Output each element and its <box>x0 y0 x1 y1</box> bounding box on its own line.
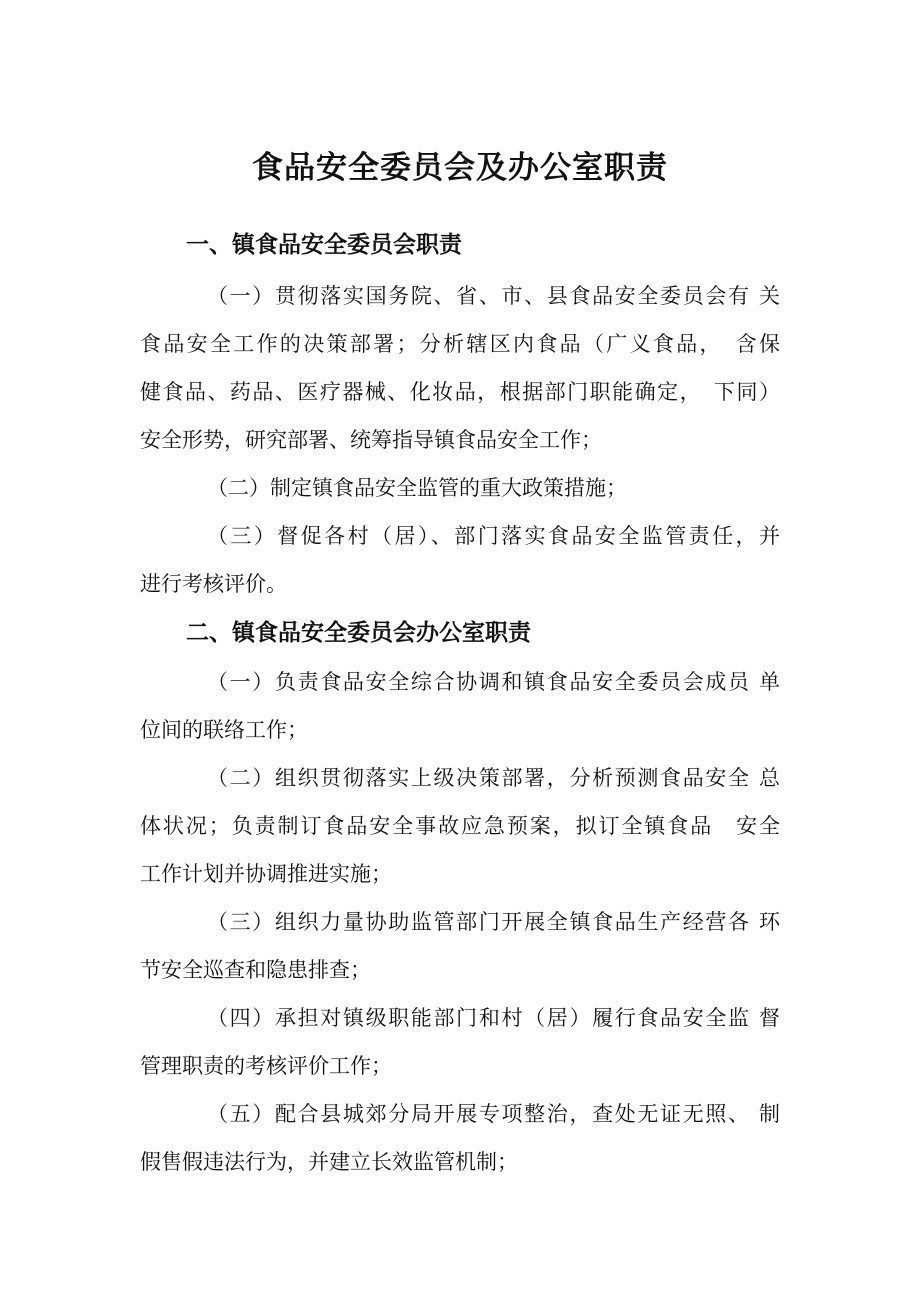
section-1-line-6: （三）督促各村（居）、部门落实食品安全监管责任，并 <box>207 524 780 548</box>
section-1-heading: 一、镇食品安全委员会职责 <box>186 232 462 258</box>
section-2-line-6: （三）组织力量协助监管部门开展全镇食品生产经营各 环 <box>207 910 780 934</box>
section-2-line-9: 管理职责的考核评价工作； <box>140 1054 392 1078</box>
section-2-line-10: （五）配合县城郊分局开展专项整治，查处无证无照、 制 <box>207 1102 780 1126</box>
section-2-line-1: （一）负责食品安全综合协调和镇食品安全委员会成员 单 <box>207 670 780 694</box>
section-1-line-1: （一）贯彻落实国务院、省、市、县食品安全委员会有 关 <box>207 284 780 308</box>
section-2-line-11: 假售假违法行为，并建立长效监管机制； <box>140 1150 518 1174</box>
document-title: 食品安全委员会及办公室职责 <box>252 150 668 186</box>
section-2-line-2: 位间的联络工作； <box>140 718 308 742</box>
section-2-line-3: （二）组织贯彻落实上级决策部署，分析预测食品安全 总 <box>207 766 780 790</box>
section-1-line-7: 进行考核评价。 <box>140 572 287 596</box>
section-2-line-5: 工作计划并协调推进实施； <box>140 862 392 886</box>
section-1-line-5: （二）制定镇食品安全监管的重大政策措施； <box>207 476 627 500</box>
section-1-line-2: 食品安全工作的决策部署；分析辖区内食品（广义食品， 含保 <box>140 332 780 356</box>
section-2-heading: 二、镇食品安全委员会办公室职责 <box>186 620 531 646</box>
section-2-line-4: 体状况；负责制订食品安全事故应急预案，拟订全镇食品 安全 <box>140 814 780 838</box>
section-1-line-3: 健食品、药品、医疗器械、化妆品，根据部门职能确定， 下同） <box>140 380 780 404</box>
section-1-line-4: 安全形势，研究部署、统筹指导镇食品安全工作； <box>140 428 602 452</box>
section-2-line-8: （四）承担对镇级职能部门和村（居）履行食品安全监 督 <box>207 1006 780 1030</box>
section-2-line-7: 节安全巡查和隐患排查； <box>140 958 371 982</box>
